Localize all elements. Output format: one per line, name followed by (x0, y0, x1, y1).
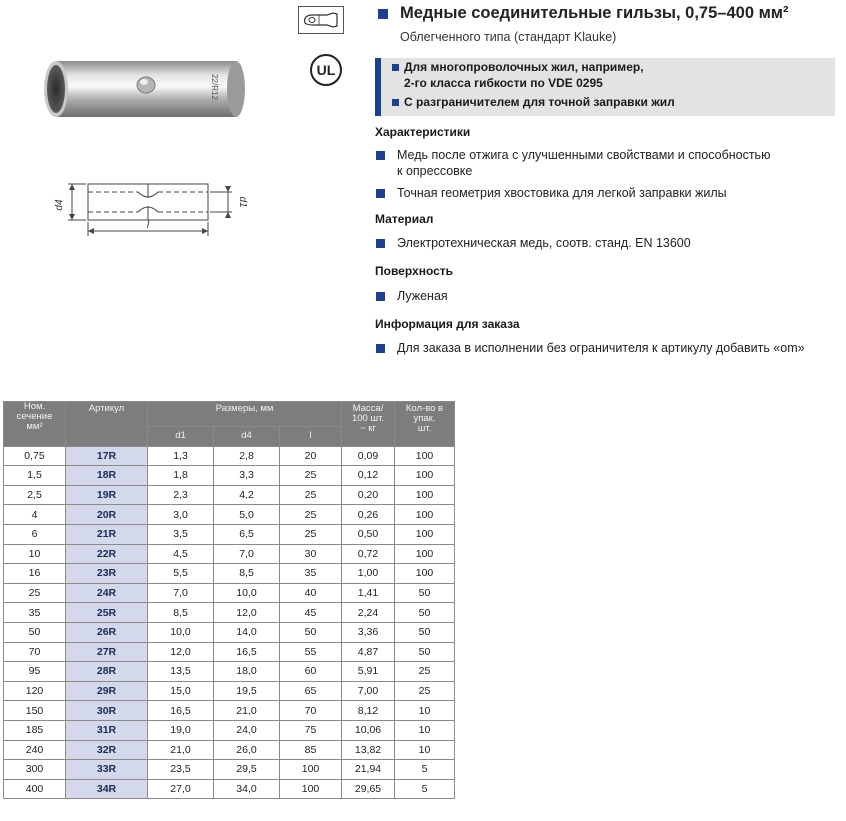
cell-mass: 5,91 (342, 662, 395, 682)
cell-qty: 25 (395, 662, 455, 682)
dimension-drawing (50, 178, 250, 240)
highlight-bullet (392, 99, 399, 106)
cell-length: 25 (280, 466, 342, 486)
cell-d1: 15,0 (148, 681, 214, 701)
material-item: Электротехническая медь, соотв. станд. EN 13600 (397, 236, 691, 250)
cell-mass: 0,26 (342, 505, 395, 525)
page-subtitle: Облегченного типа (стандарт Klauke) (400, 30, 617, 44)
header-qty: Кол-во в упак. шт. (395, 402, 455, 447)
cell-length: 60 (280, 662, 342, 682)
order-item: Для заказа в исполнении без ограничителя к артикулу добавить «om» (397, 341, 805, 355)
cell-length: 30 (280, 544, 342, 564)
header-section: Ном. сечение мм² (4, 402, 66, 447)
cell-d4: 2,8 (214, 446, 280, 466)
cell-article: 31R (66, 720, 148, 740)
cell-d4: 6,5 (214, 524, 280, 544)
cell-mass: 10,06 (342, 720, 395, 740)
cell-d1: 3,5 (148, 524, 214, 544)
cell-section: 0,75 (4, 446, 66, 466)
page-title: Медные соединительные гильзы, 0,75–400 мм² (400, 4, 789, 22)
cell-length: 25 (280, 505, 342, 525)
cell-section: 35 (4, 603, 66, 623)
cell-qty: 100 (395, 446, 455, 466)
header-mass: Масса/ 100 шт. ~ кг (342, 402, 395, 447)
cell-mass: 1,00 (342, 564, 395, 584)
cell-article: 24R (66, 583, 148, 603)
highlight-line-3: С разграничителем для точной заправки жил (404, 95, 675, 109)
specs-table-body (4, 446, 455, 799)
cell-section: 2,5 (4, 485, 66, 505)
cell-section: 10 (4, 544, 66, 564)
surface-item: Луженая (397, 289, 448, 303)
cell-mass: 3,36 (342, 622, 395, 642)
cell-length: 100 (280, 760, 342, 780)
cell-article: 19R (66, 485, 148, 505)
cell-d1: 5,5 (148, 564, 214, 584)
cell-article: 17R (66, 446, 148, 466)
cell-qty: 100 (395, 524, 455, 544)
cell-qty: 50 (395, 603, 455, 623)
cell-d4: 16,5 (214, 642, 280, 662)
cell-d4: 12,0 (214, 603, 280, 623)
list-bullet (376, 344, 385, 353)
cell-qty: 10 (395, 720, 455, 740)
cell-d4: 4,2 (214, 485, 280, 505)
cell-mass: 7,00 (342, 681, 395, 701)
cell-d1: 3,0 (148, 505, 214, 525)
cell-length: 100 (280, 779, 342, 799)
cell-mass: 8,12 (342, 701, 395, 721)
cell-section: 150 (4, 701, 66, 721)
cell-mass: 0,50 (342, 524, 395, 544)
cable-lug-icon (298, 6, 344, 34)
cell-mass: 0,20 (342, 485, 395, 505)
ul-certification-mark (308, 52, 344, 88)
highlight-bullet (392, 64, 399, 71)
cell-mass: 1,41 (342, 583, 395, 603)
cell-d1: 16,5 (148, 701, 214, 721)
title-bullet (378, 9, 388, 19)
cell-d4: 19,5 (214, 681, 280, 701)
table-row (4, 701, 455, 721)
highlight-line-1: Для многопроволочных жил, например, (404, 60, 644, 74)
cell-mass: 29,65 (342, 779, 395, 799)
cell-article: 26R (66, 622, 148, 642)
cell-mass: 0,09 (342, 446, 395, 466)
cell-section: 70 (4, 642, 66, 662)
table-row (4, 740, 455, 760)
table-row (4, 760, 455, 780)
cell-d1: 2,3 (148, 485, 214, 505)
cell-mass: 4,87 (342, 642, 395, 662)
cell-mass: 0,12 (342, 466, 395, 486)
cell-qty: 5 (395, 779, 455, 799)
specs-table (3, 401, 455, 799)
cell-section: 4 (4, 505, 66, 525)
cell-article: 27R (66, 642, 148, 662)
cell-section: 6 (4, 524, 66, 544)
table-row (4, 544, 455, 564)
cell-length: 35 (280, 564, 342, 584)
cell-d4: 26,0 (214, 740, 280, 760)
table-row (4, 446, 455, 466)
cell-article: 18R (66, 466, 148, 486)
header-d1: d1 (148, 427, 214, 447)
table-row (4, 681, 455, 701)
cell-length: 25 (280, 485, 342, 505)
table-row (4, 583, 455, 603)
cell-article: 29R (66, 681, 148, 701)
cell-article: 25R (66, 603, 148, 623)
feature-item-1-line-1: Медь после отжига с улучшенными свойствами и способностью (397, 148, 771, 162)
table-row (4, 505, 455, 525)
header-article: Артикул (66, 402, 148, 447)
highlight-accent-bar (375, 58, 381, 116)
cell-qty: 100 (395, 505, 455, 525)
table-row (4, 662, 455, 682)
cell-length: 65 (280, 681, 342, 701)
cell-article: 20R (66, 505, 148, 525)
cell-qty: 100 (395, 485, 455, 505)
material-heading: Материал (375, 212, 434, 226)
cell-article: 23R (66, 564, 148, 584)
cell-qty: 100 (395, 544, 455, 564)
svg-text:d4: d4 (54, 199, 65, 211)
cell-d1: 27,0 (148, 779, 214, 799)
cell-qty: 5 (395, 760, 455, 780)
table-row (4, 485, 455, 505)
cell-length: 40 (280, 583, 342, 603)
cell-d1: 4,5 (148, 544, 214, 564)
cell-article: 33R (66, 760, 148, 780)
cell-d4: 21,0 (214, 701, 280, 721)
cell-article: 32R (66, 740, 148, 760)
cell-qty: 10 (395, 740, 455, 760)
header-d4: d4 (214, 427, 280, 447)
cell-d4: 24,0 (214, 720, 280, 740)
cell-length: 50 (280, 622, 342, 642)
cell-qty: 50 (395, 642, 455, 662)
cell-d4: 10,0 (214, 583, 280, 603)
header-dimensions: Размеры, мм (148, 402, 342, 427)
highlight-line-2: 2-го класса гибкости по VDE 0295 (404, 76, 603, 90)
cell-mass: 21,94 (342, 760, 395, 780)
order-heading: Информация для заказа (375, 317, 520, 331)
cell-section: 185 (4, 720, 66, 740)
list-bullet (376, 239, 385, 248)
cell-article: 34R (66, 779, 148, 799)
cell-section: 50 (4, 622, 66, 642)
cell-article: 21R (66, 524, 148, 544)
list-bullet (376, 189, 385, 198)
cell-section: 16 (4, 564, 66, 584)
cell-d4: 14,0 (214, 622, 280, 642)
cell-d1: 1,3 (148, 446, 214, 466)
table-row (4, 564, 455, 584)
cell-article: 22R (66, 544, 148, 564)
cell-d1: 19,0 (148, 720, 214, 740)
svg-text:d1: d1 (237, 196, 248, 208)
cell-d1: 10,0 (148, 622, 214, 642)
cell-length: 45 (280, 603, 342, 623)
cell-length: 70 (280, 701, 342, 721)
cell-qty: 100 (395, 564, 455, 584)
cell-d1: 7,0 (148, 583, 214, 603)
cell-section: 25 (4, 583, 66, 603)
cell-d1: 13,5 (148, 662, 214, 682)
cell-section: 240 (4, 740, 66, 760)
cell-d4: 7,0 (214, 544, 280, 564)
table-row (4, 603, 455, 623)
cell-length: 75 (280, 720, 342, 740)
table-row (4, 622, 455, 642)
cell-d1: 1,8 (148, 466, 214, 486)
cell-section: 400 (4, 779, 66, 799)
list-bullet (376, 151, 385, 160)
cell-d1: 12,0 (148, 642, 214, 662)
features-heading: Характеристики (375, 125, 471, 139)
table-row (4, 642, 455, 662)
surface-heading: Поверхность (375, 264, 454, 278)
cell-qty: 50 (395, 583, 455, 603)
cell-d4: 34,0 (214, 779, 280, 799)
cell-length: 85 (280, 740, 342, 760)
cell-d1: 23,5 (148, 760, 214, 780)
cell-d4: 3,3 (214, 466, 280, 486)
cell-d1: 21,0 (148, 740, 214, 760)
list-bullet (376, 292, 385, 301)
cell-qty: 50 (395, 622, 455, 642)
table-row (4, 720, 455, 740)
cell-length: 55 (280, 642, 342, 662)
cell-section: 120 (4, 681, 66, 701)
svg-text:UL: UL (316, 62, 336, 78)
cell-article: 30R (66, 701, 148, 721)
cell-d1: 8,5 (148, 603, 214, 623)
cell-section: 95 (4, 662, 66, 682)
cell-mass: 2,24 (342, 603, 395, 623)
cell-d4: 8,5 (214, 564, 280, 584)
cell-article: 28R (66, 662, 148, 682)
table-row (4, 466, 455, 486)
cell-d4: 5,0 (214, 505, 280, 525)
feature-item-2: Точная геометрия хвостовика для легкой заправки жилы (397, 186, 727, 200)
cell-mass: 0,72 (342, 544, 395, 564)
cell-mass: 13,82 (342, 740, 395, 760)
cell-d4: 29,5 (214, 760, 280, 780)
feature-item-1-line-2: к опрессовке (397, 164, 473, 178)
cell-qty: 25 (395, 681, 455, 701)
cell-section: 1,5 (4, 466, 66, 486)
header-l: l (280, 427, 342, 447)
svg-text:l: l (146, 220, 150, 231)
cell-qty: 100 (395, 466, 455, 486)
cell-qty: 10 (395, 701, 455, 721)
cell-section: 300 (4, 760, 66, 780)
cell-length: 20 (280, 446, 342, 466)
cell-d4: 18,0 (214, 662, 280, 682)
table-row (4, 524, 455, 544)
table-row (4, 779, 455, 799)
svg-text:22/R12: 22/R12 (210, 74, 219, 100)
cell-length: 25 (280, 524, 342, 544)
sleeve-photo (36, 55, 256, 130)
